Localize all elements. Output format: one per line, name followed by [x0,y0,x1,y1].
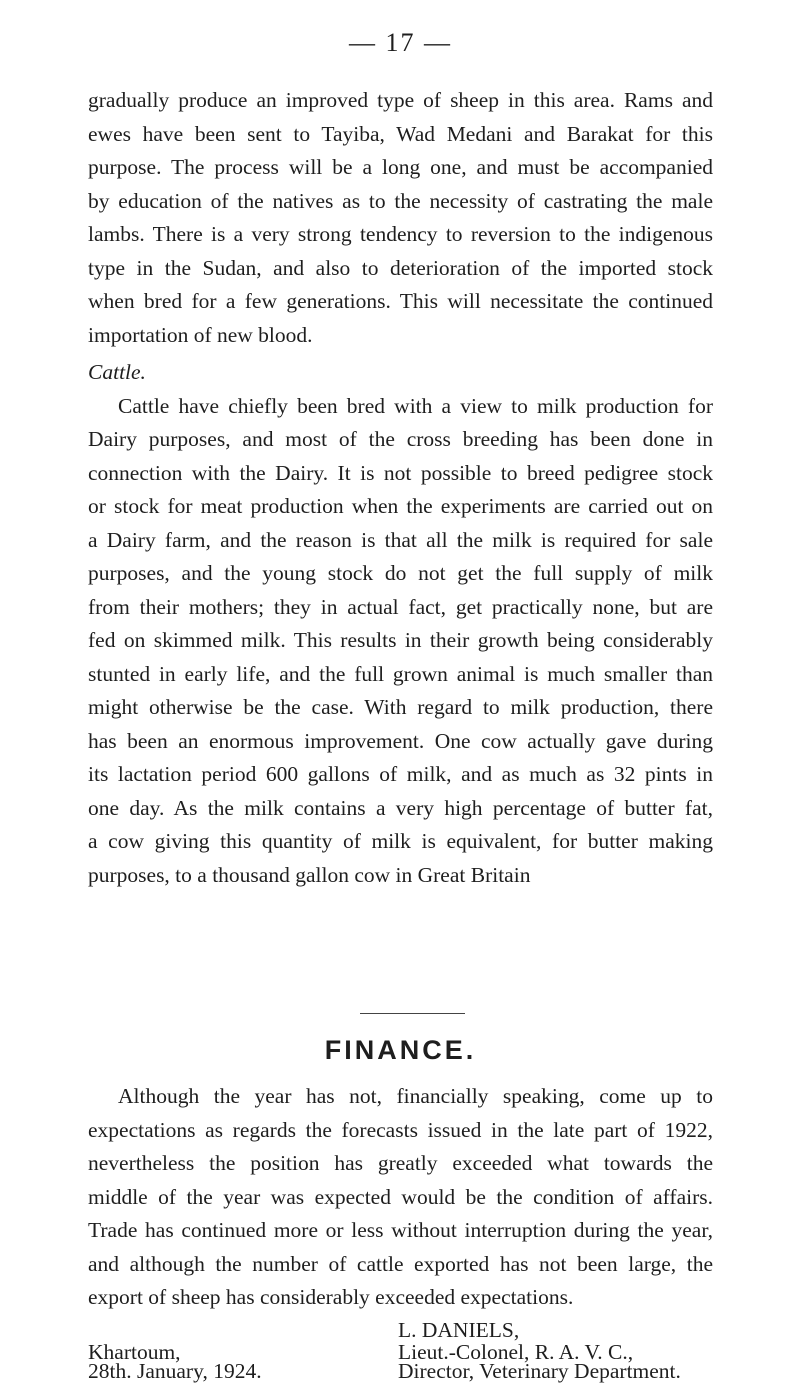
text-line: stunted in early life, and the full grown animal is much smaller than [88,661,713,686]
text-line: Dairy purposes, and most of the cross breeding has been done in [88,427,713,451]
text-line: purposes, to a thousand gallon cow in Great Britain [88,862,531,887]
signature-position-row [88,1355,713,1383]
text-line: from their mothers; they in actual fact, get practically none, but are [88,594,713,619]
text-line: nevertheless the position has greatly exceeded what towards the [88,1151,713,1175]
signature-position: Director, Veterinary Department. [398,1359,681,1383]
text-line: or stock for meat production when the experiments are carried out on [88,494,713,518]
text-line: type in the Sudan, and also to deterioration of the imported stock [88,255,713,280]
text-line: purposes, and the young stock do not get the full supply of milk [88,561,713,585]
text-line: its lactation period 600 gallons of milk, and as much as 32 pints in [88,762,713,786]
text-line: expectations as regards the forecasts issued in the late part of 1922, [88,1117,713,1142]
text-line: Although the year has not, financially speaking, come up to [118,1084,713,1108]
text-line: one day. As the milk contains a very high percentage of butter fat, [88,795,713,820]
text-line: importation of new blood. [88,322,313,347]
text-line: Cattle have chiefly been bred with a view to milk production for [118,393,713,418]
text-line: a Dairy farm, and the reason is that all the milk is required for sale [88,527,713,552]
text-line: lambs. There is a very strong tendency to reversion to the indigenous [88,222,713,246]
text-line: purpose. The process will be a long one, and must be accompanied [88,155,713,179]
sheep-paragraph [88,84,713,352]
text-line: might otherwise be the case. With regard to milk production, there [88,695,713,719]
text-line: middle of the year was expected would be the condition of affairs. [88,1184,713,1209]
text-line: when bred for a few generations. This will necessitate the continued [88,289,713,313]
text-line: export of sheep has considerably exceeded expectations. [88,1285,574,1309]
cattle-heading: Cattle. [88,360,146,384]
cattle-section [88,356,713,892]
finance-section [88,1080,713,1315]
finance-heading: FINANCE. [324,1035,477,1065]
section-divider [360,1013,465,1014]
text-line: by education of the natives as to the necessity of castrating the male [88,188,713,213]
text-line: and although the number of cattle exported has not been large, the [88,1251,713,1276]
signature-place: Khartoum, [88,1340,181,1364]
text-line: Trade has continued more or less without interruption during the year, [88,1218,713,1242]
text-line: has been an enormous improvement. One cow actually gave during [88,728,713,753]
signature-rank: Lieut.-Colonel, R. A. V. C., [398,1340,634,1364]
page-number: — 17 — [349,28,452,57]
text-line: fed on skimmed milk. This results in their growth being considerably [88,628,713,652]
signature-date: 28th. January, 1924. [88,1359,262,1383]
text-line: ewes have been sent to Tayiba, Wad Medani and Barakat for this [88,121,713,146]
signature-name: L. DANIELS, [398,1318,520,1342]
text-line: connection with the Dairy. It is not possible to breed pedigree stock [88,460,713,485]
text-line: gradually produce an improved type of sheep in this area. Rams and [88,88,713,112]
text-line: a cow giving this quantity of milk is equivalent, for butter making [88,829,713,853]
